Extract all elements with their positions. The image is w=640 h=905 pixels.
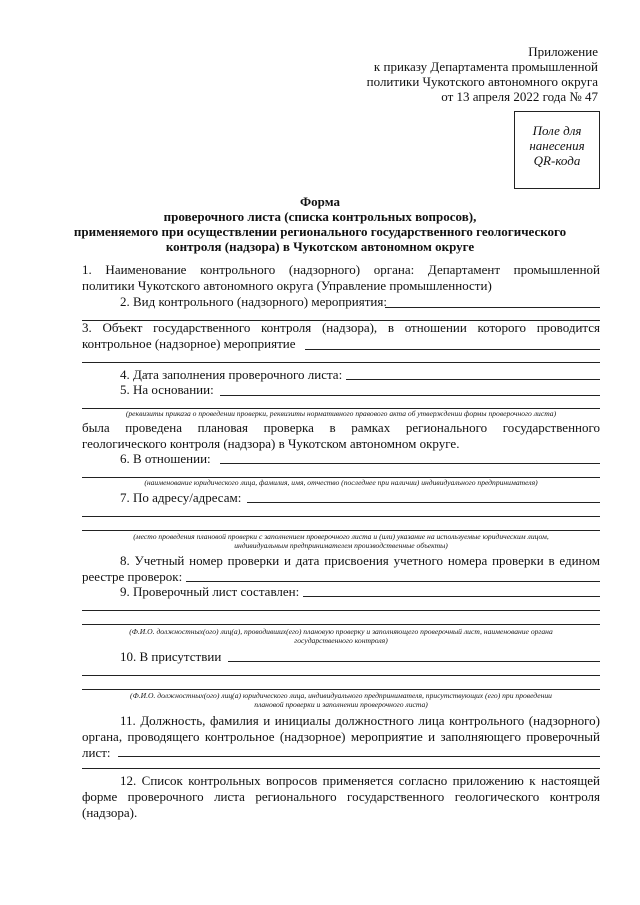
item-8-field[interactable]	[186, 581, 600, 582]
annex-line-1: Приложение	[528, 44, 598, 59]
item-10-note-2: плановой проверки и заполнении проверочного листа)	[254, 700, 428, 709]
item-5-label: 5. На основании:	[120, 382, 214, 397]
item-7-note-2: индивидуальным предпринимателем производственные объекты)	[234, 541, 448, 550]
item-8-line-1: 8. Учетный номер проверки и дата присвоения учетного номера проверки в едином	[120, 553, 600, 568]
item-7-field[interactable]	[247, 502, 600, 503]
item-11-field[interactable]	[118, 756, 600, 757]
item-8-line-2: реестре проверок:	[82, 569, 183, 584]
item-12-line-2: форме проверочного листа регионального государственного геологического контроля	[82, 789, 600, 804]
title-line-2: проверочного листа (списка контрольных вопросов),	[163, 209, 477, 224]
qr-box-line-1: Поле для	[532, 123, 582, 138]
item-11-line-2: органа, проводящего контрольное (надзорное) мероприятие и заполняющего проверочный	[82, 729, 600, 744]
qr-box-line-3: QR-кода	[533, 153, 581, 168]
item-5-note: (реквизиты приказа о проведении проверки, реквизиты нормативного правового акта об утверждении формы проверочного листа)	[125, 409, 557, 418]
item-7-field-extra-2[interactable]	[82, 530, 600, 531]
item-9-note-1: (Ф.И.О. должностных(ого) лиц(а), проводивших(его) плановую проверку и заполняющего проверочный лист, наименование органа	[129, 627, 553, 636]
item-10-field[interactable]	[228, 661, 600, 662]
item-6-field[interactable]	[220, 463, 600, 464]
title-line-3: применяемого при осуществлении регионального государственного геологического	[73, 224, 567, 239]
item-9-label: 9. Проверочный лист составлен:	[120, 584, 300, 599]
item-6-note: (наименование юридического лица, фамилия, имя, отчество (последнее при наличии) индивидуального предпринимателя)	[144, 478, 538, 487]
item-1-line-2: политики Чукотского автономного округа (Управление промышленности)	[82, 278, 492, 293]
item-7-label: 7. По адресу/адресам:	[120, 490, 242, 505]
title-line-4: контроля (надзора) в Чукотском автономном округе	[165, 239, 475, 254]
item-3-line-2: контрольное (надзорное) мероприятие	[82, 336, 296, 351]
item-11-line-1: 11. Должность, фамилия и инициалы должностного лица контрольного (надзорного)	[120, 713, 600, 728]
item-4-field[interactable]	[346, 379, 600, 380]
item-9-field-extra-2[interactable]	[82, 624, 600, 625]
item-3-line-1: 3. Объект государственного контроля (надзора), в отношении которого проводится	[82, 320, 600, 335]
item-5-continuation-1: была проведена плановая проверка в рамках регионального государственного	[82, 420, 600, 435]
item-2-label: 2. Вид контрольного (надзорного) мероприятия:	[120, 294, 387, 309]
item-10-field-extra-1[interactable]	[82, 675, 600, 676]
item-12-line-3: (надзора).	[82, 805, 138, 820]
item-5-continuation-2: геологического контроля (надзора) в Чукотском автономном округе.	[82, 436, 460, 451]
item-6-label: 6. В отношении:	[120, 451, 211, 466]
item-11-field-extra[interactable]	[82, 768, 600, 769]
title-line-1: Форма	[300, 194, 340, 209]
item-1-line-1: 1. Наименование контрольного (надзорного) органа: Департамент промышленной	[82, 262, 600, 277]
item-5-field[interactable]	[220, 395, 600, 396]
item-7-note-1: (место проведения плановой проверки с заполнением проверочного листа и (или) указание на используемые юридическим лицом,	[133, 532, 549, 541]
annex-line-3: политики Чукотского автономного округа	[366, 74, 598, 89]
item-3-field[interactable]	[305, 349, 600, 350]
item-9-field-extra-1[interactable]	[82, 610, 600, 611]
annex-header	[330, 44, 598, 104]
item-9-note-2: государственного контроля)	[294, 636, 388, 645]
item-10-field-extra-2[interactable]	[82, 689, 600, 690]
form-title	[70, 194, 570, 254]
item-7-field-extra-1[interactable]	[82, 516, 600, 517]
item-11-line-3: лист:	[82, 745, 111, 760]
qr-code-box	[514, 111, 600, 189]
item-10-note-1: (Ф.И.О. должностных(ого) лиц(а) юридического лица, индивидуального предпринимателя, присутствующих (его) при проведении	[130, 691, 552, 700]
annex-line-2: к приказу Департамента промышленной	[373, 59, 598, 74]
item-3-field-extra[interactable]	[82, 362, 600, 363]
annex-line-4: от 13 апреля 2022 года № 47	[441, 89, 598, 104]
item-10-label: 10. В присутствии	[120, 649, 222, 664]
item-4-label: 4. Дата заполнения проверочного листа:	[120, 367, 343, 382]
qr-box-line-2: нанесения	[529, 138, 585, 153]
item-2-field[interactable]	[385, 307, 600, 308]
item-12-line-1: 12. Список контрольных вопросов применяется согласно приложению к настоящей	[120, 773, 600, 788]
item-9-field[interactable]	[303, 596, 600, 597]
